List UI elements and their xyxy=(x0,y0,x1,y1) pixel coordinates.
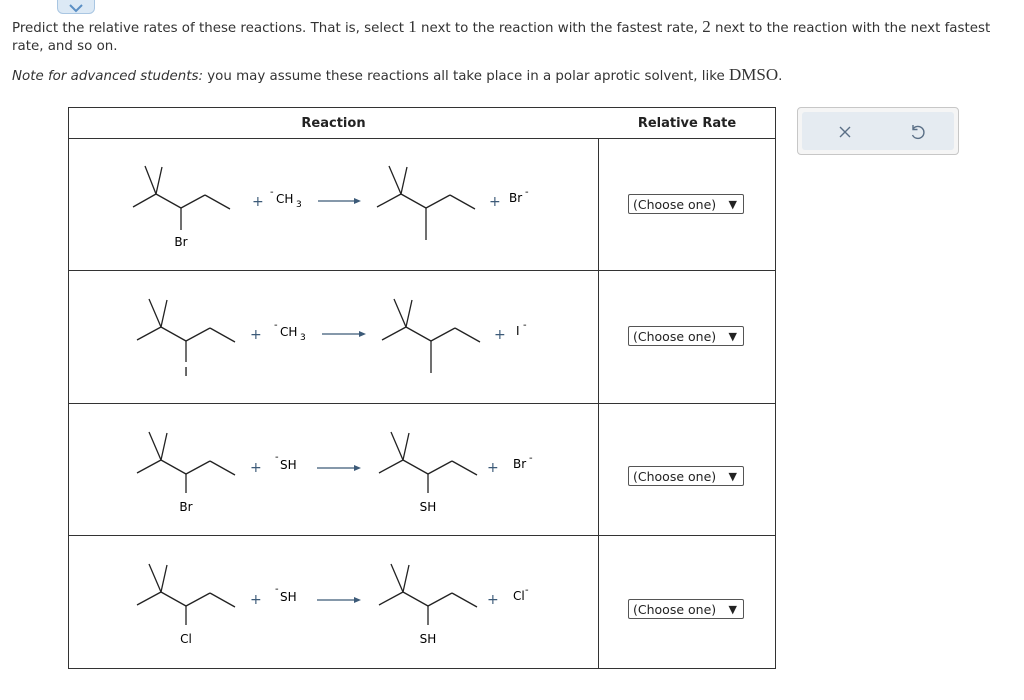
charge-label: - xyxy=(270,187,274,198)
charge-label: - xyxy=(525,585,529,596)
charge-label: - xyxy=(274,320,278,331)
reaction-row-1 xyxy=(69,139,775,271)
select-value: (Choose one) xyxy=(633,601,717,617)
answer-toolbar xyxy=(797,107,959,155)
leaving-group-label: Br xyxy=(513,457,527,471)
reaction-row-3 xyxy=(69,404,775,536)
reactant-skeleton xyxy=(137,299,235,362)
plus-sign: + xyxy=(250,460,262,476)
reactant-substituent: Br xyxy=(179,500,193,514)
reaction-arrow xyxy=(322,331,366,337)
reactant-substituent: I xyxy=(184,365,188,379)
dropdown-arrow-icon: ▼ xyxy=(728,470,737,483)
reactant-substituent: Br xyxy=(174,235,188,249)
dropdown-arrow-icon: ▼ xyxy=(728,330,737,343)
product-skeleton xyxy=(377,166,475,240)
reaction-diagram xyxy=(69,536,598,668)
undo-icon xyxy=(906,121,928,143)
solvent-name: DMSO xyxy=(729,65,779,84)
relative-rate-select[interactable] xyxy=(628,599,744,619)
charge-label: - xyxy=(523,320,527,331)
rank-one-label: 1 xyxy=(408,17,417,36)
plus-sign: + xyxy=(489,194,501,210)
leaving-group-label: Cl xyxy=(513,589,525,603)
instructions-part3: next to the reaction with the next fastest rate, and so on. xyxy=(12,21,991,54)
note-body: you may assume these reactions all take place in a polar aprotic solvent, like xyxy=(202,69,729,84)
note-text xyxy=(12,66,1012,86)
note-period: . xyxy=(778,69,783,84)
reaction-diagram xyxy=(69,271,598,403)
reaction-arrow xyxy=(317,465,361,471)
nucleophile-subscript: 3 xyxy=(300,333,306,343)
product-skeleton xyxy=(379,564,477,625)
product-skeleton xyxy=(379,432,477,493)
leaving-group-label: I xyxy=(516,324,520,338)
reaction-table xyxy=(68,107,776,669)
select-value: (Choose one) xyxy=(633,196,717,212)
plus-sign: + xyxy=(487,460,499,476)
product-substituent: SH xyxy=(419,500,437,514)
nucleophile-label: CH xyxy=(276,192,294,206)
close-icon xyxy=(834,121,856,143)
plus-sign: + xyxy=(252,194,264,210)
nucleophile-label: CH xyxy=(280,325,298,339)
reaction-row-4 xyxy=(69,536,775,668)
reaction-arrow xyxy=(317,597,361,603)
undo-button[interactable] xyxy=(906,121,928,143)
reaction-diagram xyxy=(69,139,598,271)
plus-sign: + xyxy=(494,327,506,343)
dropdown-arrow-icon: ▼ xyxy=(728,603,737,616)
chevron-down-icon xyxy=(68,3,84,13)
charge-label: - xyxy=(529,453,533,464)
charge-label: - xyxy=(525,187,529,198)
instructions-part2: next to the reaction with the fastest rate, xyxy=(416,21,703,36)
select-value: (Choose one) xyxy=(633,468,717,484)
charge-label: - xyxy=(275,452,279,463)
product-substituent: SH xyxy=(419,632,437,646)
select-value: (Choose one) xyxy=(633,328,717,344)
reaction-arrow xyxy=(318,198,361,204)
nucleophile-label: SH xyxy=(280,458,297,472)
note-label: Note for advanced students: xyxy=(12,69,203,84)
relative-rate-select[interactable] xyxy=(628,194,744,214)
nucleophile-label: SH xyxy=(280,590,297,604)
relative-rate-select[interactable] xyxy=(628,326,744,346)
relative-rate-select[interactable] xyxy=(628,466,744,486)
product-skeleton xyxy=(382,299,480,373)
reaction-row-2 xyxy=(69,271,775,403)
charge-label: - xyxy=(275,584,279,595)
toolbar-inner xyxy=(802,112,954,150)
reaction-diagram xyxy=(69,404,598,536)
reactant-substituent: Cl xyxy=(180,632,192,646)
reactant-skeleton xyxy=(137,564,235,625)
clear-button[interactable] xyxy=(834,121,856,143)
plus-sign: + xyxy=(487,592,499,608)
reactant-skeleton xyxy=(133,166,230,230)
nucleophile-subscript: 3 xyxy=(296,200,302,210)
rank-two-label: 2 xyxy=(702,17,711,36)
instructions-text xyxy=(12,18,1012,56)
collapse-chevron[interactable] xyxy=(57,0,95,14)
instructions-part1: Predict the relative rates of these reactions. That is, select xyxy=(12,21,409,36)
header-reaction: Reaction xyxy=(301,115,366,131)
dropdown-arrow-icon: ▼ xyxy=(728,198,737,211)
plus-sign: + xyxy=(250,327,262,343)
plus-sign: + xyxy=(250,592,262,608)
reactant-skeleton xyxy=(137,432,235,493)
header-relative-rate: Relative Rate xyxy=(637,115,737,131)
leaving-group-label: Br xyxy=(509,191,523,205)
